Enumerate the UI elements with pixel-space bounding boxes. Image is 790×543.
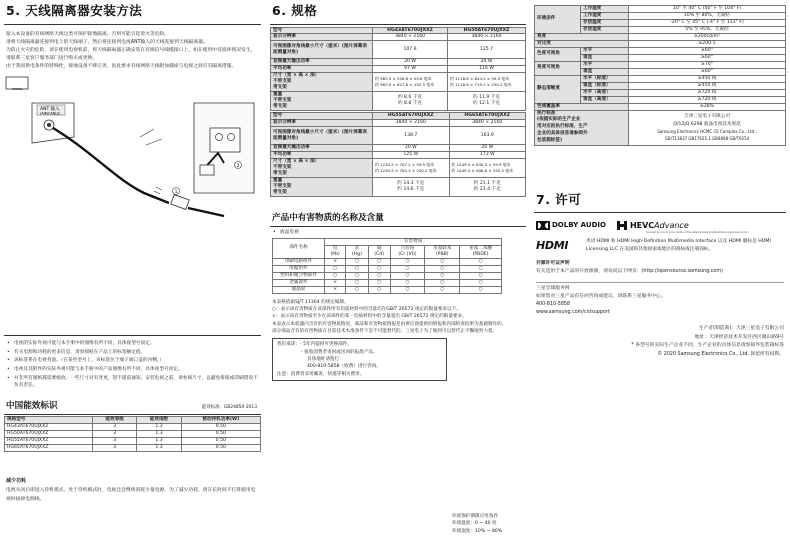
spec-value: 20 W	[373, 59, 448, 66]
note-item: • 有关电源和功耗的更多信息，请参阅贴在产品上的标签额定值。	[6, 349, 259, 356]
env-temperature: 环境温度：0 ~ 40 度	[452, 521, 497, 527]
hazard-part: 电缆组件	[273, 265, 325, 272]
hazard-part: 印刷电路组件	[273, 258, 325, 265]
spec-value: 10° 至 40° C (50° F 至 104° F)	[629, 6, 786, 13]
manufacturer: 生产者(制造商)：天津三星电子有限公司	[698, 326, 784, 332]
spec-label: 音频最大输出功率	[271, 145, 373, 152]
hazard-mark: ○	[368, 258, 390, 265]
spec-label: 重量 不带支架 带支架	[271, 92, 373, 111]
table-row	[271, 59, 526, 66]
spec-value: 3840 × 2160	[449, 120, 526, 127]
table-row	[5, 424, 261, 431]
hazard-mark: ○	[346, 265, 368, 272]
hazard-mark: ×	[325, 258, 346, 265]
cell-model: HG43AT670UJXXZ	[5, 424, 93, 431]
energy-header: 能效指数	[137, 417, 181, 424]
hazard-part: 液晶屏	[273, 286, 325, 293]
spec-label: 垂直（高清）	[581, 96, 629, 103]
spec-value: ≥28%	[629, 103, 786, 110]
spec-label: 重量 不带支架 带支架	[271, 177, 373, 196]
env-spec-table	[534, 5, 786, 146]
table-row	[271, 127, 526, 145]
hazard-mark: ○	[368, 286, 390, 293]
recycle-box	[272, 338, 447, 381]
spec-label: 垂直	[581, 68, 629, 75]
spec-label: 对比度	[535, 40, 629, 47]
spec-header: 型号	[271, 27, 373, 34]
table-row	[5, 431, 261, 438]
spec-value: 约 1449.4 × 906.8 × 293.5 毫米	[451, 168, 514, 174]
table-row	[5, 445, 261, 452]
spec-value: 约 1116.8 × 644.2 × 59.9 毫米	[450, 76, 510, 82]
section-antenna-title: 5. 天线隔离器安装方法	[6, 3, 143, 18]
spec-label: 静态清晰度	[535, 75, 581, 103]
hazard-mark: ○	[346, 258, 368, 265]
spec-label: 显示分辨率	[271, 34, 373, 41]
spec-label: 可视图像对角线最小尺寸（厘米）(图片屏幕表面测量对角)	[271, 41, 373, 59]
cell-model: HG65AT670UJXXZ	[5, 445, 93, 452]
table-row	[271, 159, 526, 178]
spec-label: 水平	[581, 47, 629, 54]
spec-value: 约 8.8 千克	[398, 101, 423, 107]
spec-value: 约 11.9 千克	[473, 95, 500, 101]
power-saving-title: 减少功耗	[6, 478, 27, 485]
spec-value: Q/12JQ 6298 液晶电视技术规范	[673, 121, 741, 127]
spec-label: 色度可视角	[535, 47, 581, 61]
coax-cable	[53, 128, 169, 203]
spec-value: 173 W	[449, 152, 526, 159]
table-row	[271, 120, 526, 127]
recycle-line: - 接收消费者寄回或送回的报废产品。	[301, 349, 378, 355]
hazard-mark: ○	[460, 279, 502, 286]
table-row	[535, 61, 786, 68]
footnote: * 各型号的实际生产企业不同，生产企业的具体信息请参阅外包装箱标签	[631, 343, 784, 349]
cell-model: HG50AT670UJXXZ	[5, 431, 93, 438]
spec-label: 水平（标清）	[581, 75, 629, 82]
dolby-logo	[536, 220, 606, 230]
hazard-header: 六价铬 (Cr (VI))	[390, 245, 425, 258]
spec-label: 存放湿度	[581, 26, 629, 33]
manufacturer-address: 地址：天津经济技术开发区西区微山路9号	[694, 334, 784, 340]
hazard-mark: ○	[390, 279, 425, 286]
oss-text: 有关适用于本产品的开放源源，请访问以下网页：(http://opensource.samsung.com)	[536, 268, 723, 274]
spec-value: 约 21.4 千克	[473, 186, 501, 192]
hazard-mark: ○	[346, 279, 368, 286]
cell-standby: 0.50	[181, 445, 260, 452]
spec-value: ≥60°	[629, 68, 786, 75]
spec-value: 10% 至 80%，无凝结	[629, 12, 786, 19]
spec-value: 约 12.1 千克	[473, 101, 500, 107]
spec-value: 125 W	[373, 152, 450, 159]
hdmi-logo: HDMI	[536, 239, 569, 253]
spec-label: 亮度	[535, 33, 629, 40]
spec-label: 存放温度	[581, 19, 629, 26]
hazard-mark: ×	[325, 279, 346, 286]
hazard-mark: ○	[368, 265, 390, 272]
spec-value: ≥720 线	[629, 89, 786, 96]
divider	[4, 335, 261, 336]
spec-label: 色域覆盖率	[535, 103, 629, 110]
spec-label: 音频最大输出功率	[271, 59, 373, 66]
note-item: • 并非所有图纸都需要缩放。一些尺寸对有变更，恕不提前通知。安装电视之前，请参阅尺寸，以避免排版或印刷错误不负有责任。	[6, 375, 259, 390]
spec-value: 约 963.9 × 556.8 × 59.6 毫米	[375, 76, 432, 82]
antenna-intro-4: 由于我国供电条件的特殊性，接地设备不够完善，因此要求有线网络天线附加插座与电视之间应有隔离措施。	[6, 64, 237, 70]
hazard-header: 镉 (Cd)	[368, 245, 390, 258]
hazard-mark: ○	[390, 265, 425, 272]
ant-label: ANT 输入	[40, 107, 60, 113]
copyright: © 2020 Samsung Electronics Co., Ltd. 保留所有权利。	[657, 351, 784, 357]
hazard-mark: ○	[368, 279, 390, 286]
column-specs	[270, 0, 526, 543]
section-license-title: 7. 许可	[536, 191, 582, 207]
service-text: 如果您对三星产品有任何咨询或建议，请联系三星服务中心。	[536, 293, 666, 299]
cell-grade: 3	[92, 438, 136, 445]
hazard-note: 部分部品含有的有害物质在目前技术水准条件下是不可能替代的，三星电子为了做到可以替代正不懈地努力着。	[272, 328, 498, 334]
spec-value: 3840 × 2160	[448, 34, 526, 41]
antenna-diagram	[4, 73, 261, 223]
spec-header: HG50AT670UJXXZ	[448, 27, 526, 34]
spec-value: 5% 至 95%，无凝结	[629, 26, 786, 33]
spec-value: 约 1230.5 × 783.3 × 250.2 毫米	[375, 168, 437, 174]
hazard-mark: ○	[425, 272, 460, 279]
cell-index: 1.3	[137, 445, 181, 452]
spec-label: 水平	[581, 61, 629, 68]
note-item: • 电视的实际外观可能与本手册中的图像有所不同，具体视型号而定。	[6, 340, 259, 347]
spec-header: 型号	[271, 113, 373, 120]
spec-value: 116 W	[448, 66, 526, 73]
hazard-mark: ○	[325, 265, 346, 272]
hazard-group-header: 有害物质	[325, 238, 502, 245]
table-row	[271, 66, 526, 73]
hevc-icon	[616, 219, 628, 231]
cell-standby: 0.50	[181, 438, 260, 445]
cell-grade: 3	[92, 431, 136, 438]
hazard-note: ×：表示该有害物质至少在该部件的某一均质材料中的含量超出 GB/T 26572 规定的限量要求。	[272, 314, 467, 320]
spec-value: 约 21.1 千克	[473, 180, 501, 186]
table-row	[535, 75, 786, 82]
dolby-icon	[536, 221, 550, 230]
spec-label: 工作湿度	[581, 12, 629, 19]
spec-label: 尺寸（宽 × 高 × 深） 不带支架 带支架	[271, 159, 373, 178]
divider	[270, 24, 526, 25]
hazard-title: 产品中有害物质的名称及含量	[272, 212, 384, 223]
spec-header: HG55AT670UJXXZ	[373, 113, 450, 120]
spec-value: 97 W	[373, 66, 448, 73]
divider	[4, 414, 261, 415]
env-condition-title: 环境保护期限应用条件	[452, 513, 498, 519]
divider	[534, 212, 786, 213]
spec-label: 平均功率	[271, 152, 373, 159]
spec-header: HG65AT670UJXXZ	[449, 113, 526, 120]
spec-value: ≥450 线	[629, 82, 786, 89]
hazard-mark: ○	[325, 272, 346, 279]
table-row	[273, 272, 502, 279]
table-row	[535, 110, 786, 145]
hazard-mark: ×	[325, 286, 346, 293]
antenna-isolator-illustration	[4, 73, 261, 223]
hazard-mark: ○	[460, 272, 502, 279]
energy-table	[4, 416, 261, 452]
hevc-tag: Advance	[654, 220, 689, 230]
badge-1: 1	[174, 190, 178, 196]
cell-standby: 0.50	[181, 431, 260, 438]
spec-value: 20 W	[448, 59, 526, 66]
table-row	[273, 258, 502, 265]
table-row	[535, 47, 786, 54]
hazard-part: 塑料和聚合物部件	[273, 272, 325, 279]
badge-2: 2	[236, 164, 240, 170]
energy-standard: 能效标准：GB24850-2013	[201, 404, 257, 410]
spec-value: ≥70°	[629, 61, 786, 68]
spec-value: GB/T13837 GB17625.1 GB8898 GB/T9254	[664, 135, 750, 141]
hevc-text: HEVC	[629, 220, 655, 230]
spec-value: 约 1230.5 × 707.2 × 59.9 毫米	[375, 161, 435, 167]
hazard-mark: ○	[425, 265, 460, 272]
energy-header: 能效等级	[92, 417, 136, 424]
hazard-mark: ○	[460, 258, 502, 265]
hazard-header: 铅 (Pb)	[325, 245, 346, 258]
cell-standby: 0.50	[181, 424, 260, 431]
divider	[270, 226, 526, 227]
spec-label: 工作温度	[581, 6, 629, 13]
spec-label: 垂直（标清）	[581, 82, 629, 89]
spec-value: -20° C 至 45° C (-4° F 至 113° F)	[629, 19, 786, 26]
spec-label: 显示分辨率	[271, 120, 373, 127]
hazard-table	[272, 238, 502, 294]
table-row	[535, 40, 786, 47]
hevc-claim: Covered by one or more claims of the patents listed at patentlist.accessadvance.com	[646, 231, 749, 235]
hazard-mark: ○	[425, 279, 460, 286]
recycle-line: 400-810-5858（收费）进行咨询。	[307, 364, 381, 370]
column-installation	[4, 0, 261, 543]
spec-value: ≥720 线	[629, 96, 786, 103]
spec-value: 约 1449.4 × 830.3 × 59.9 毫米	[451, 161, 511, 167]
table-row	[535, 33, 786, 40]
hazard-part: 金属部件	[273, 279, 325, 286]
service-phone[interactable]: 400-810-5858	[536, 302, 570, 308]
hazard-note: 本表表示本机器内含有的有害物质情况，部品和有害物质情报是由供应商提供的情报和内部检查结果为基础制作的。	[272, 321, 507, 327]
oss-title: 开源许可证声明	[536, 260, 570, 266]
cell-grade: 3	[92, 424, 136, 431]
hazard-header: 多溴联苯 (PBB)	[425, 245, 460, 258]
section-spec-title: 6. 规格	[272, 3, 318, 18]
spec-table-2	[270, 112, 526, 197]
spec-label: 水平（高清）	[581, 89, 629, 96]
recycle-line: 我们承诺：- 5年内提供可更换部件。	[277, 342, 352, 348]
spec-value: 125.7	[448, 41, 526, 59]
hazard-header: 汞 (Hg)	[346, 245, 368, 258]
energy-header: 被动待机功率(W)	[181, 417, 260, 424]
table-row	[5, 438, 261, 445]
ant-sublabel: (AIR/CABLE)	[40, 111, 61, 116]
hazard-note: 本表格依据SJ/T 11364 的规定编制。	[272, 299, 349, 305]
spec-value: 约 8.6 千克	[398, 95, 423, 101]
hazard-mark: ○	[460, 265, 502, 272]
cell-index: 1.3	[137, 424, 181, 431]
energy-header: 规格型号	[5, 417, 93, 424]
table-row	[271, 34, 526, 41]
table-row	[271, 92, 526, 111]
table-row	[271, 73, 526, 92]
table-row	[535, 103, 786, 110]
table-row	[535, 6, 786, 13]
spec-value: ≥60°	[629, 47, 786, 54]
table-row	[271, 152, 526, 159]
isolator-plug-icon	[200, 165, 214, 175]
spec-value: 约 1116.8 × 719.1 × 250.2 毫米	[450, 82, 512, 88]
dolby-text: DOLBY AUDIO	[552, 221, 606, 230]
note-item: • 该标签系在电视背面。（在某些型号上，该标签位于端子端口盖的内侧。）	[6, 357, 259, 364]
hazard-mark: ○	[425, 286, 460, 293]
energy-label-title: 中国能效标识	[6, 401, 58, 412]
hazard-mark: ○	[368, 272, 390, 279]
hazard-mark: ○	[460, 286, 502, 293]
spec-value: 20 W	[373, 145, 450, 152]
service-url[interactable]: www.samsung.com/cn/support	[536, 310, 610, 316]
spec-value: ≥450 线	[629, 75, 786, 82]
hazard-header: 多溴二苯醚 (PBDE)	[460, 245, 502, 258]
antenna-intro-2: 请将天线隔离器连接到电上的天线端子，然后将连接到电视ANT输入的天线连接到天线隔离器。	[6, 39, 208, 45]
spec-label: 环境条件	[535, 6, 581, 34]
table-row	[271, 145, 526, 152]
table-row	[271, 41, 526, 59]
spec-value: ≥60°	[629, 54, 786, 61]
env-humidity: 环境湿度：10% ~ 80%	[452, 528, 503, 534]
hazard-mark: ○	[346, 286, 368, 293]
hazard-mark: ○	[390, 258, 425, 265]
hazard-note: ○：表示该有害物质在该部件所有均质材料中的含量均在GB/T 26572 规定的限量要求以下。	[272, 306, 461, 312]
spec-value: Samsung Electronics HCMC CE Complex Co., Ltd.:	[657, 128, 757, 134]
cell-grade: 3	[92, 445, 136, 452]
cell-index: 1.3	[137, 438, 181, 445]
hevc-logo	[616, 219, 689, 231]
hazard-header: 部件名称	[273, 238, 325, 258]
cell-model: HG55AT670UJXXZ	[5, 438, 93, 445]
spec-value: 107.9	[373, 41, 448, 59]
spec-value: 138.7	[373, 127, 450, 145]
tv-icon	[6, 77, 28, 89]
antenna-intro-1: 接入本设备的有线网络天线这类可保护接地隔离，否则可能引起着火等危险。	[6, 31, 170, 37]
spec-value: 约 963.9 × 627.8 × 192.5 毫米	[375, 82, 435, 88]
spec-value: 20 W	[449, 145, 526, 152]
hazard-mark: ○	[390, 286, 425, 293]
antenna-intro-3: 为防止火灾的危险，请在使用电视机前，将天线隔离器正确安装在有线信号线缆接口上，如在使用中有损坏情况发生，请联系三星客户服务部门进行购买或更换。	[6, 47, 256, 61]
recycle-line: 注意：消费者采用邮寄，快递等相关费用。	[277, 371, 365, 377]
table-row	[273, 279, 502, 286]
table-row	[273, 286, 502, 293]
column-license	[534, 0, 786, 543]
general-notes	[6, 340, 259, 389]
hazard-mark: ○	[346, 272, 368, 279]
hazard-mark: ○	[390, 272, 425, 279]
spec-label: 尺寸（宽 × 高 × 深） 不带支架 带支架	[271, 73, 373, 92]
spec-value: 天津三星电子有限公司	[684, 114, 730, 120]
hazard-mark: ○	[425, 258, 460, 265]
spec-value: 3840 × 2160	[373, 120, 450, 127]
spec-label: 垂直	[581, 54, 629, 61]
divider	[4, 24, 261, 25]
recycle-line: 具体地址请拨打：	[307, 356, 344, 362]
power-saving-text: 电视关闭后即进入待机模式。处于待机模式时，电视还会继续消耗少量电源。为了减少功耗，请在长时间不打算使用电视时拔掉电源线。	[6, 488, 256, 502]
hdmi-text: 术语 HDMI 和 HDMI High-Definition Multimedia Interface 以及 HDMI 徽标是 HDMI Licensing LLC 在美国和其他国家或地区的商标或注册商标。	[586, 238, 771, 253]
spec-label: 可视图像对角线最小尺寸（厘米）(图片屏幕表面测量对角)	[271, 127, 373, 145]
service-title: 三星全球服务网	[536, 285, 570, 291]
spec-value: 约 14.6 千克	[397, 186, 425, 192]
spec-label: 执行标准 (依据实际的生产企业 用对应的执行标准，生产 企业的具体信息请参阅外 包装箱标签)	[535, 110, 629, 145]
hazard-bullet: • 液晶电视	[272, 229, 524, 236]
spec-value: ≥200:1	[629, 40, 786, 47]
table-row	[271, 177, 526, 196]
table-row	[273, 265, 502, 272]
spec-value: 约 14.3 千克	[397, 180, 425, 186]
spec-label: 亮度可视角	[535, 61, 581, 75]
spec-value: ≥200cd/m²	[629, 33, 786, 40]
spec-value: 3840 × 2160	[373, 34, 448, 41]
note-item: • 电视及其附件的实际外观可能与本手册中的产品图像有所不同，具体视型号而定。	[6, 366, 259, 373]
spec-header: HG43AT670UJXXZ	[373, 27, 448, 34]
isolator-icon	[171, 195, 189, 210]
spec-value: 163.9	[449, 127, 526, 145]
spec-label: 平均功率	[271, 66, 373, 73]
cell-index: 1.3	[137, 431, 181, 438]
spec-table-1	[270, 27, 526, 112]
